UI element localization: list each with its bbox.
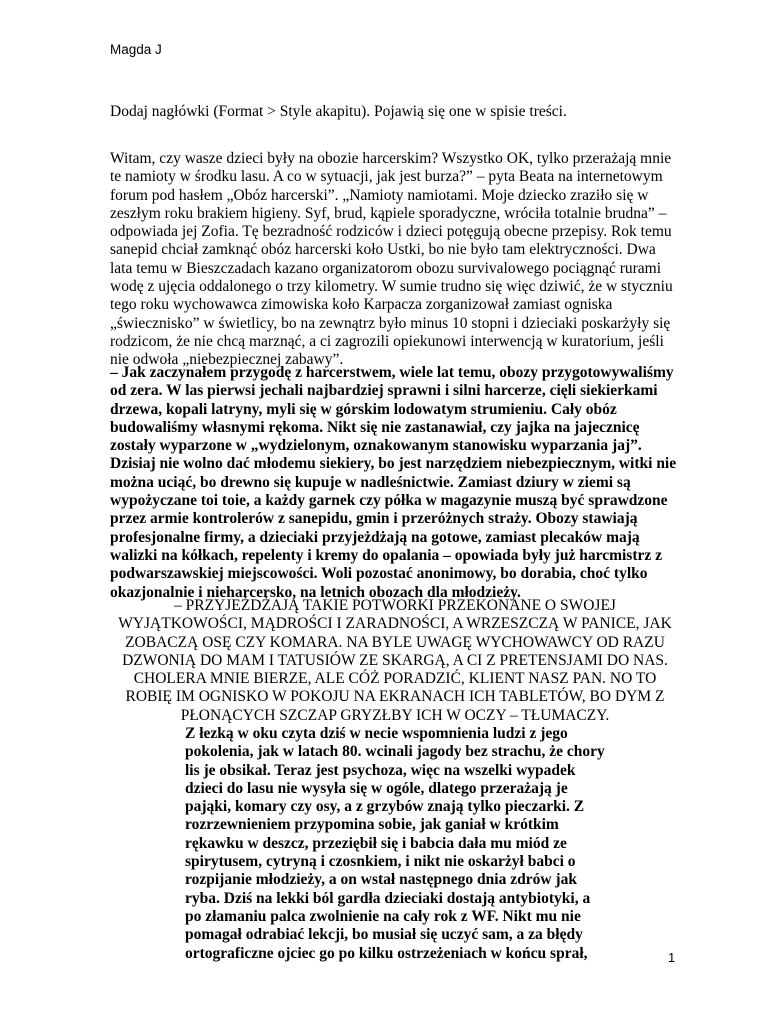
paragraph-quote-bold: – Jak zaczynałem przygodę z harcerstwem, wiele lat temu, obozy przygotowywaliśmy od zera. W las pierwsi jechali najbardziej sprawni i silni harcerze, cięli siekierkami drzewa, kopali latryny, myli się w górskim lodowatym strumieniu. Cały obóz budowaliśmy własnymi rękoma. Nikt się nie zastanawiał, czy jajka na jajecznicę zostały wyparzone w „wydzielonym, oznakowanym stanowisku wyparzania jaj”. Dzisiaj nie wolno dać młodemu siekiery, bo jest narzędziem niebezpiecznym, witki nie można uciąć, bo drewno się kupuje w nadleśnictwie. Zamiast dziury w ziemi są wypożyczane toi toie, a każdy garnek czy półka w magazynie muszą być sprawdzone przez armie kontrolerów z sanepidu, gmin i przeróżnych straży. Obozy stawiają profesjonalne firmy, a dzieciaki przyjeżdżają na gotowe, zamiast plecaków mają walizki na kółkach, repelenty i kremy do opalania – opowiada były już harcmistrz z podwarszawskiej miejscowości. Woli pozostać anonimowy, bo dorabia, choć tylko okazjonalnie i nieharcersko, na letnich obozach dla młodzieży. bbox=[110, 364, 677, 601]
paragraph-intro: Witam, czy wasze dzieci były na obozie harcerskim? Wszystko OK, tylko przerażają mnie te namioty w środku lasu. A co w sytuacji, jak jest burza?” – pyta Beata na internetowym forum pod hasłem „Obóz harcerski”. „Namioty namiotami. Moje dziecko zraziło się w zeszłym roku brakiem higieny. Syf, brud, kąpiele sporadyczne, wróciła totalnie brudna” – odpowiada jej Zofia. Tę bezradność rodziców i dzieci potęgują obecne przepisy. Rok temu sanepid chciał zamknąć obóz harcerski koło Ustki, bo nie było tam elektryczności. Dwa lata temu w Bieszczadach kazano organizatorom obozu survivalowego pociągnąć rurami wodę z ujęcia oddalonego o trzy kilometry. W sumie trudno się więc dziwić, że w styczniu tego roku wychowawca zimowiska koło Karpacza zorganizował zamiast ogniska „świecznisko” w świetlicy, bo na zewnątrz było minus 10 stopni i dzieciaki poskarżyły się rodzicom, że nie chcą marznąć, a ci zagrozili opiekunowi interwencją w kuratorium, jeśli nie odwoła „niebezpiecznej zabawy”. bbox=[110, 150, 673, 369]
page-number: 1 bbox=[668, 950, 676, 965]
instruction-note: Dodaj nagłówki (Format > Style akapitu). Pojawią się one w spisie treści. bbox=[110, 103, 567, 120]
paragraph-indented-bold: Z łezką w oku czyta dziś w necie wspomnienia ludzi z jego pokolenia, jak w latach 80. wcinali jagody bez strachu, że chory lis je obsikał. Teraz jest psychoza, więc na wszelki wypadek dzieci do lasu nie wysyła się w ogóle, dlatego przerażają je pająki, komary czy osy, a z grzybów znają tylko pieczarki. Z rozrzewnieniem przypomina sobie, jak ganiał w krótkim rękawku w deszcz, przeziębił się i babcia dała mu miód ze spirytusem, cytryną i czosnkiem, i nikt nie oskarżył babci o rozpijanie młodzieży, a on wstał następnego dnia zdrów jak ryba. Dziś na lekki ból gardła dzieciaki dostają antybiotyki, a po złamaniu palca zwolnienie na cały rok z WF. Nikt mu nie pomagał odrabiać lekcji, bo musiał się uczyć sam, a za błędy ortograficzne ojciec go po kilku ostrzeżeniach w końcu sprał, bbox=[185, 725, 605, 962]
paragraph-quote-uppercase: – PRZYJEŻDŻAJĄ TAKIE POTWORKI PRZEKONANE O SWOJEJ WYJĄTKOWOŚCI, MĄDROŚCI I ZARADNOŚCI, A WRZESZCZĄ W PANICE, JAK ZOBACZĄ OSĘ CZY KOMARA. NA BYLE UWAGĘ WYCHOWAWCY OD RAZU DZWONIĄ DO MAM I TATUSIÓW ZE SKARGĄ, A CI Z PRETENSJAMI DO NAS. CHOLERA MNIE BIERZE, ALE CÓŻ PORADZIĆ, KLIENT NASZ PAN. NO TO ROBIĘ IM OGNISKO W POKOJU NA EKRANACH ICH TABLETÓW, BO DYM Z PŁONĄCYCH SZCZAP GRYZŁBY ICH W OCZY – TŁUMACZY. bbox=[118, 597, 672, 724]
document-author: Magda J bbox=[110, 42, 162, 57]
